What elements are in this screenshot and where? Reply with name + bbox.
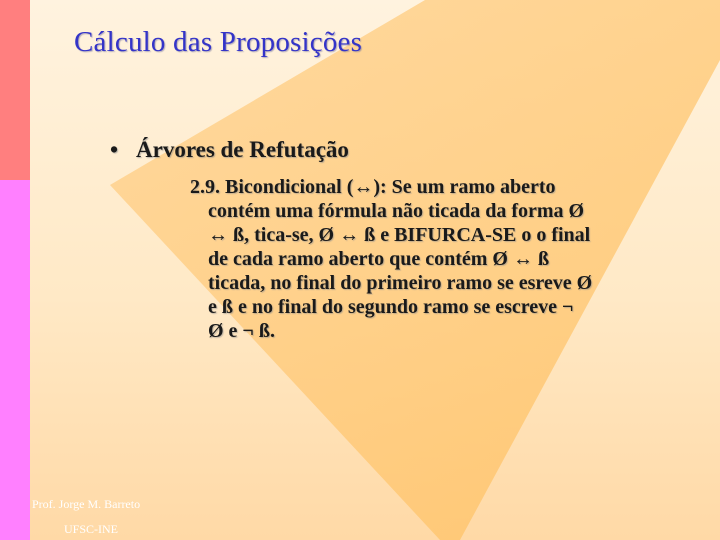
footer-author: Prof. Jorge M. Barreto [32,497,141,511]
paragraph-line: ticada, no final do primeiro ramo se esreve Ø [208,272,593,294]
bullet-dot: • [110,137,119,162]
slide-title: Cálculo das Proposições [74,26,363,58]
paragraph-line: ↔ ß, tica-se, Ø ↔ ß e BIFURCA-SE o o final [208,224,591,246]
paragraph [190,175,700,343]
bullet-heading [110,137,349,163]
heading-text: Árvores de Refutação [136,137,349,162]
paragraph-line: Ø e ¬ ß. [208,320,275,342]
paragraph-line: de cada ramo aberto que contém Ø ↔ ß [208,248,550,270]
paragraph-line: e ß e no final do segundo ramo se escreve ¬ [208,296,574,318]
footer-institution: UFSC-INE [64,522,119,536]
paragraph-line: contém uma fórmula não ticada da forma Ø [208,200,585,222]
paragraph-line: 2.9. Bicondicional (↔): Se um ramo aberto [190,176,556,198]
